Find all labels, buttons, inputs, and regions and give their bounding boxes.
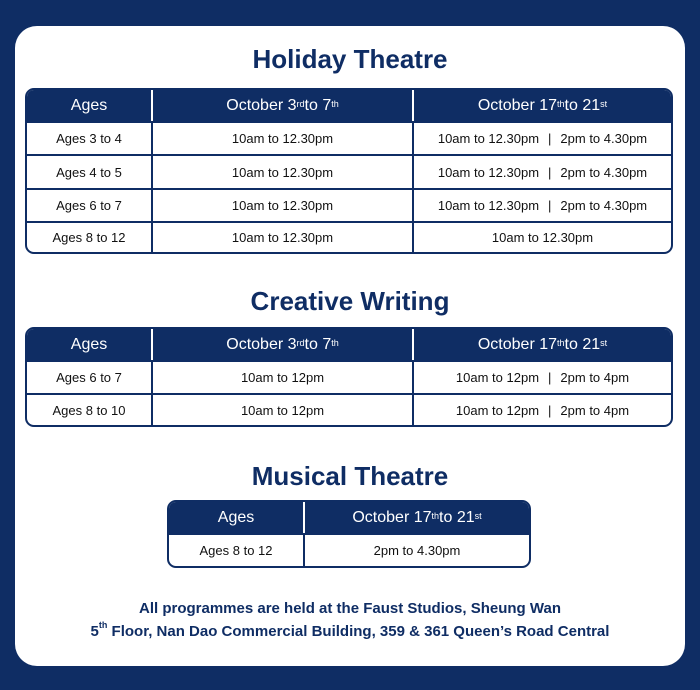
header-ages: Ages [217, 508, 255, 526]
week-2-times: 10am to 12.30pm [412, 223, 671, 252]
header-week-1: October 3 $^{rd}$ to 7 $^{th}$ [151, 329, 412, 360]
table-row [27, 393, 671, 425]
age-cell: Ages 6 to 7 [56, 370, 122, 385]
age-cell: Ages 8 to 12 [199, 543, 273, 558]
age-cell: Ages 3 to 4 [56, 131, 122, 146]
age-cell: Ages 8 to 10 [52, 402, 126, 418]
table-row [27, 121, 671, 154]
musical-theatre-title: Musical Theatre [251, 461, 449, 491]
week-2-time: 2pm to 4.30pm [303, 535, 529, 566]
header-week-2: October 17 $^{th}$ to 21 $^{st}$ [303, 502, 529, 533]
week-1-time: 10am to 12pm [151, 395, 412, 425]
venue-line-2: 5th Floor, Nan Dao Commercial Building, 359 & 361 Queen’s Road Central [90, 620, 610, 640]
table-row [169, 533, 529, 566]
table-row [27, 154, 671, 188]
week-1-time: 10am to 12.30pm [151, 156, 412, 188]
header-week-2: October 17 $^{th}$ to 21 $^{st}$ [412, 90, 671, 121]
creative-writing-table [25, 327, 673, 427]
table-header-row [27, 329, 671, 360]
age-cell: Ages 4 to 5 [56, 164, 122, 180]
creative-writing-title: Creative Writing [250, 286, 450, 316]
header-ages: Ages [70, 96, 108, 114]
week-1-time: 10am to 12.30pm [151, 123, 412, 154]
week-2-times: 10am to 12.30pm | 2pm to 4.30pm [412, 123, 671, 154]
week-2-times: 10am to 12.30pm | 2pm to 4.30pm [412, 156, 671, 188]
table-row [27, 188, 671, 221]
musical-theatre-table [167, 500, 531, 568]
header-week-2: October 17 $^{th}$ to 21 $^{st}$ [412, 329, 671, 360]
week-2-times: 10am to 12pm | 2pm to 4pm [412, 362, 671, 393]
header-week-1: October 3 $^{rd}$ to 7 $^{th}$ [151, 90, 412, 121]
age-cell: Ages 8 to 12 [52, 230, 126, 245]
table-row [27, 221, 671, 252]
header-ages: Ages [70, 335, 108, 353]
venue-footer [0, 597, 700, 643]
week-1-time: 10am to 12pm [151, 362, 412, 393]
week-2-times: 10am to 12.30pm | 2pm to 4.30pm [412, 190, 671, 221]
age-cell: Ages 6 to 7 [56, 198, 122, 213]
holiday-theatre-title: Holiday Theatre [252, 44, 448, 74]
venue-line-1: All programmes are held at the Faust Studios, Sheung Wan [138, 600, 561, 617]
week-1-time: 10am to 12.30pm [151, 223, 412, 252]
week-2-times: 10am to 12pm | 2pm to 4pm [412, 395, 671, 425]
table-row [27, 360, 671, 393]
table-header-row [27, 90, 671, 121]
holiday-theatre-table [25, 88, 673, 254]
table-header-row [169, 502, 529, 533]
week-1-time: 10am to 12.30pm [151, 190, 412, 221]
